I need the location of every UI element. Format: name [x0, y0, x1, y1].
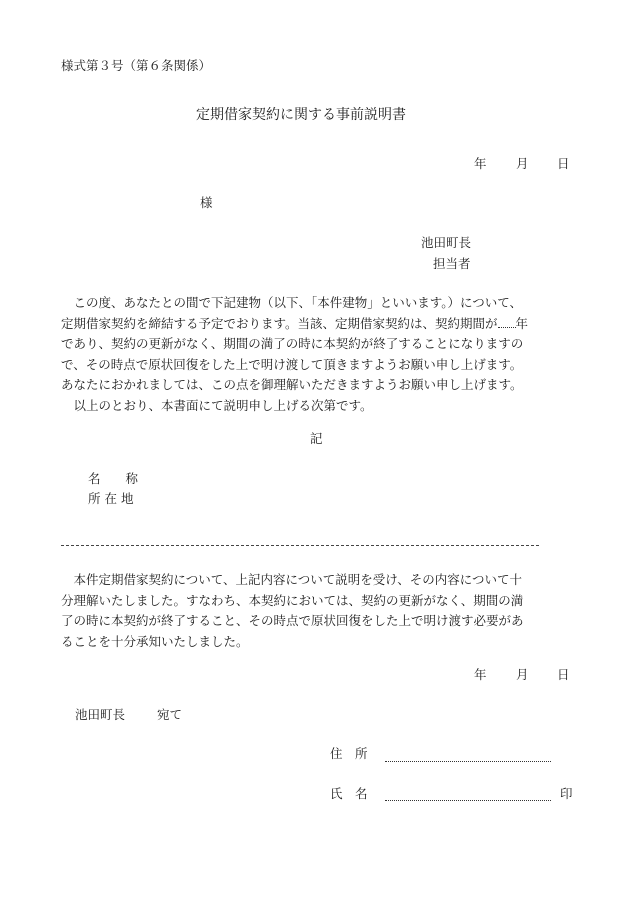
- sender-org: 池田町長: [421, 235, 472, 250]
- date-year: 年: [474, 156, 487, 171]
- date-month: 月: [516, 667, 529, 682]
- document-title: 定期借家契約に関する事前説明書: [196, 107, 406, 123]
- recipient-suffix: 宛て: [157, 707, 183, 722]
- cut-line-divider: [61, 545, 539, 546]
- date-year: 年: [474, 667, 487, 682]
- item-name-label: 名 称: [88, 471, 139, 486]
- name-label: 氏 名: [330, 786, 368, 801]
- ack-line: ることを十分承知いたしました。: [61, 633, 249, 649]
- body-line: この度、あなたとの間で下記建物（以下、「本件建物」といいます。）について、: [61, 295, 523, 310]
- term-years-unit: 年: [515, 315, 529, 331]
- term-years-blank[interactable]: [498, 317, 516, 328]
- item-location-label: 所 在 地: [88, 491, 134, 506]
- address-label: 住 所: [330, 746, 368, 761]
- date-day: 日: [557, 156, 570, 171]
- ack-line: 本件定期借家契約について、上記内容について説明を受け、その内容について十: [61, 572, 523, 587]
- seal-mark: 印: [560, 786, 573, 801]
- body-line: であり、契約の更新がなく、期間の満了の時に本契約が終了することになりますの: [61, 336, 524, 351]
- date-month: 月: [516, 156, 529, 171]
- acknowledgement-body: [61, 570, 583, 652]
- addressee-suffix: 様: [200, 195, 213, 210]
- body-line: で、その時点で原状回復をした上で明け渡して頂きますようお願い申し上げます。: [61, 356, 523, 372]
- explanation-body: [61, 293, 583, 416]
- ack-line: 了の時に本契約が終了すること、その時点で原状回復をした上で明け渡す必要があ: [61, 613, 524, 628]
- ki-heading: 記: [310, 431, 323, 446]
- recipient-name: 池田町長: [75, 707, 126, 722]
- address-field[interactable]: [385, 761, 551, 762]
- date-day: 日: [557, 667, 570, 682]
- ack-line: 分理解いたしました。すなわち、本契約においては、契約の更新がなく、期間の満: [61, 592, 524, 608]
- body-line: 以上のとおり、本書面にて説明申し上げる次第です。: [61, 397, 373, 413]
- body-line: [61, 314, 583, 335]
- body-line: あなたにおかれましては、この点を御理解いただきますようお願い申し上げます。: [61, 377, 523, 392]
- form-number-label: 様式第３号（第６条関係）: [61, 58, 212, 73]
- sender-person: 担当者: [433, 256, 471, 271]
- name-field[interactable]: [385, 800, 551, 801]
- body-line-text: 定期借家契約を締結する予定でおります。当該、定期借家契約は、契約期間が: [61, 315, 498, 331]
